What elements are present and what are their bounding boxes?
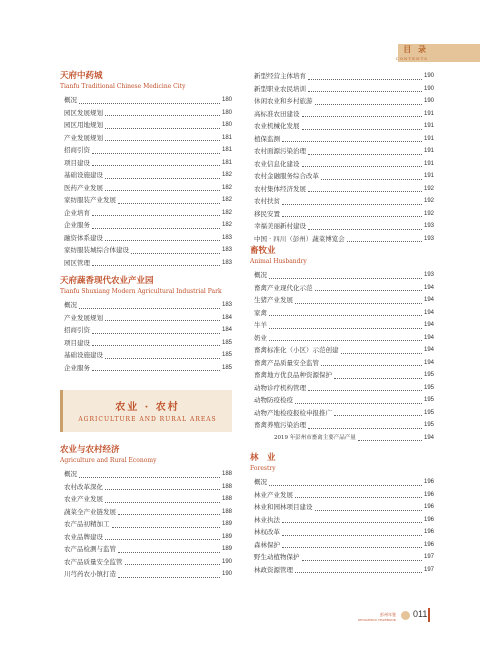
toc-entry-page: 182	[221, 222, 232, 228]
toc-entry[interactable]	[250, 514, 434, 527]
toc-entry-label: 园区发展规划	[64, 108, 103, 117]
toc-entry[interactable]	[250, 564, 434, 577]
leader-dots	[92, 228, 220, 229]
toc-entry-label: 新型经营主体培育	[254, 72, 306, 80]
toc-entry[interactable]	[60, 493, 232, 506]
toc-entry-label: 概况	[254, 271, 267, 279]
toc-list	[60, 468, 232, 581]
toc-entry-page: 191	[423, 110, 434, 117]
toc-entry-page: 191	[423, 160, 434, 167]
toc-entry[interactable]	[60, 299, 232, 312]
toc-entry[interactable]	[60, 157, 232, 170]
toc-entry[interactable]	[250, 539, 434, 552]
toc-entry-label: 园区用地规划	[64, 121, 103, 129]
toc-entry-page: 193	[423, 272, 434, 278]
toc-entry-page: 183	[221, 259, 232, 266]
toc-entry-label: 基础设施建设	[64, 351, 103, 359]
toc-entry-page: 193	[423, 235, 434, 242]
contents-title: 目 录	[403, 44, 428, 54]
toc-entry[interactable]	[60, 182, 232, 195]
chapter-title-en: AGRICULTURE AND RURAL AREAS	[78, 416, 217, 423]
toc-entry-page: 191	[423, 148, 434, 154]
leader-dots	[334, 415, 422, 416]
leader-dots	[315, 104, 422, 105]
logo-cn: 彭州年鉴	[380, 612, 396, 617]
toc-entry-label: 新型职业农民培训	[254, 84, 306, 93]
toc-entry[interactable]	[60, 94, 232, 107]
toc-entry-label: 概况	[64, 96, 77, 104]
page-circle-decor	[401, 611, 410, 620]
leader-dots	[79, 477, 220, 478]
contents-subtitle: CONTENTS	[395, 56, 428, 61]
toc-entry-label: 农业品牌建设	[64, 532, 103, 541]
toc-list	[250, 269, 434, 432]
leader-dots	[131, 253, 220, 254]
toc-entry-label: 农村扶贫	[254, 197, 280, 205]
page-number: 011	[413, 609, 428, 619]
toc-entry-label: 幸福美丽新村建设	[254, 222, 306, 230]
leader-dots	[79, 308, 220, 309]
toc-entry-label: 基础设施建设	[64, 171, 103, 179]
toc-entry-label: 农业产业发展	[64, 495, 103, 503]
leader-dots	[105, 140, 220, 141]
toc-entry-page: 182	[221, 172, 232, 178]
toc-entry-label: 农村面源污染治理	[254, 147, 306, 155]
toc-entry-label: 高标准农田建设	[254, 109, 300, 118]
leader-dots	[105, 320, 220, 321]
toc-entry-label: 奶业	[254, 333, 267, 342]
chapter-title: 农业 · 农村	[115, 402, 180, 413]
leader-dots	[79, 103, 220, 104]
leader-dots	[92, 165, 220, 166]
toc-entry[interactable]	[60, 232, 232, 245]
toc-entry[interactable]	[250, 282, 434, 295]
toc-entry-label: 2019 年彭州市畜禽主要产品产量	[274, 434, 356, 441]
leader-dots	[282, 522, 422, 523]
toc-entry[interactable]	[250, 332, 434, 345]
toc-entry-page: 190	[221, 558, 232, 565]
leader-dots	[112, 527, 220, 528]
toc-entry-page: 180	[221, 122, 232, 128]
leader-dots	[105, 178, 220, 179]
toc-entry-page: 194	[423, 322, 434, 328]
toc-entry-label: 移民安置	[254, 209, 280, 218]
toc-entry-page: 181	[221, 159, 232, 166]
toc-entry[interactable]	[250, 382, 434, 395]
toc-entry-label: 畜禽产业现代化示范	[254, 283, 313, 292]
leader-dots	[321, 365, 422, 366]
toc-entry[interactable]	[250, 145, 434, 158]
toc-entry-label: 农业机械化发展	[254, 122, 300, 130]
toc-entry-page: 181	[221, 147, 232, 153]
leader-dots	[105, 115, 220, 116]
toc-entry-page: 180	[221, 97, 232, 103]
toc-entry-page: 194	[423, 297, 434, 303]
toc-entry[interactable]	[60, 543, 232, 556]
leader-dots	[92, 215, 220, 216]
toc-entry-page: 194	[423, 359, 434, 366]
toc-entry[interactable]	[60, 568, 232, 581]
toc-entry-label: 林政资源管理	[254, 565, 293, 574]
toc-entry[interactable]	[60, 244, 232, 257]
leader-dots	[105, 489, 220, 490]
toc-entry-page: 183	[221, 234, 232, 241]
toc-entry-page: 192	[423, 210, 434, 217]
toc-entry-label: 招商引资	[64, 146, 90, 154]
toc-entry-page: 195	[423, 384, 434, 391]
section-title-en: Animal Husbandry	[250, 258, 307, 265]
leader-dots	[269, 328, 422, 329]
toc-entry[interactable]	[250, 120, 434, 133]
toc-entry[interactable]	[250, 269, 434, 282]
toc-entry-label: 家禽	[254, 308, 267, 317]
toc-entry-page: 188	[221, 508, 232, 515]
leader-dots	[308, 428, 422, 429]
toc-entry[interactable]	[60, 362, 232, 375]
toc-entry[interactable]	[60, 312, 232, 325]
leader-dots	[295, 572, 422, 573]
toc-entry-label: 中国 · 四川（彭州）蔬菜博览会	[254, 234, 345, 243]
leader-dots	[282, 141, 422, 142]
section-title: 林 业	[250, 453, 276, 463]
leader-dots	[105, 358, 220, 359]
toc-list	[250, 476, 434, 576]
leader-dots	[118, 203, 220, 204]
toc-entry-page: 196	[423, 479, 434, 485]
toc-entry-page: 193	[423, 223, 434, 229]
right-column	[250, 70, 434, 576]
toc-entry[interactable]	[60, 207, 232, 220]
leader-dots	[92, 153, 220, 154]
toc-entry[interactable]	[60, 337, 232, 350]
left-column	[60, 70, 232, 581]
toc-entry[interactable]	[250, 95, 434, 108]
toc-entry-label: 项目建设	[64, 338, 90, 347]
toc-entry-page: 188	[221, 483, 232, 490]
toc-entry-label: 林业和园林项目建设	[254, 503, 313, 511]
toc-entry[interactable]	[250, 476, 434, 489]
toc-entry-page: 189	[221, 546, 232, 552]
toc-entry[interactable]	[250, 501, 434, 514]
section-title-en: Forestry	[250, 465, 276, 472]
toc-entry-label: 农产品检测与监管	[64, 545, 116, 553]
section-title: 天府中药城	[60, 71, 103, 81]
section-title-en: Agriculture and Rural Economy	[60, 457, 157, 464]
toc-entry[interactable]	[250, 394, 434, 407]
section-title-en: Tianfu Traditional Chinese Medicine City	[60, 83, 186, 90]
toc-entry[interactable]	[60, 119, 232, 132]
leader-dots	[282, 204, 422, 205]
toc-entry-label: 动物防疫检疫	[254, 396, 293, 404]
toc-entry[interactable]	[60, 107, 232, 120]
toc-entry-page: 195	[423, 409, 434, 416]
toc-entry[interactable]	[60, 257, 232, 270]
leader-dots	[315, 510, 422, 511]
leader-dots	[302, 129, 422, 130]
toc-entry-label: 林权改革	[254, 528, 280, 536]
toc-entry[interactable]	[250, 70, 434, 83]
leader-dots	[282, 535, 422, 536]
leader-dots	[308, 154, 422, 155]
leader-dots	[282, 547, 422, 548]
toc-entry-label: 畜禽地方优良品种资源保护	[254, 371, 332, 379]
toc-entry-page: 196	[423, 529, 434, 535]
toc-entry-page: 195	[423, 372, 434, 378]
toc-entry-label: 企业培育	[64, 208, 90, 217]
toc-entry[interactable]	[60, 531, 232, 544]
leader-dots	[118, 577, 220, 578]
leader-dots	[92, 345, 220, 346]
leader-dots	[269, 315, 422, 316]
leader-dots	[341, 353, 422, 354]
toc-entry-label: 产业发展规划	[64, 313, 103, 322]
toc-entry-label: 融资体系建设	[64, 233, 103, 242]
toc-entry[interactable]	[250, 551, 434, 564]
toc-entry-page: 188	[221, 496, 232, 502]
toc-list	[60, 299, 232, 374]
toc-entry-page: 194	[423, 434, 434, 441]
toc-entry-label: 畜禽标准化（小区）示范创建	[254, 346, 339, 354]
toc-entry-page: 190	[221, 571, 232, 577]
toc-entry-label: 医药产业发展	[64, 183, 103, 192]
toc-entry-label: 牛羊	[254, 321, 267, 329]
leader-dots	[302, 116, 422, 117]
toc-entry-note[interactable]	[250, 432, 434, 445]
toc-entry-label: 企业服务	[64, 363, 90, 372]
toc-entry[interactable]	[250, 208, 434, 221]
leader-dots	[308, 91, 422, 92]
leader-dots	[295, 497, 422, 498]
leader-dots	[92, 333, 220, 334]
toc-entry-label: 畜禽产品质量安全监管	[254, 358, 319, 367]
toc-entry[interactable]	[250, 133, 434, 146]
toc-entry-label: 生猪产业发展	[254, 296, 293, 304]
leader-dots	[315, 290, 422, 291]
toc-entry-label: 项目建设	[64, 158, 90, 167]
toc-entry-page: 190	[423, 98, 434, 104]
toc-entry-page: 191	[423, 173, 434, 179]
leader-dots	[92, 370, 220, 371]
toc-entry[interactable]	[60, 219, 232, 232]
toc-entry[interactable]	[250, 357, 434, 370]
toc-entry-page: 189	[221, 533, 232, 540]
toc-entry[interactable]	[250, 233, 434, 246]
toc-entry-label: 野生动植物保护	[254, 553, 300, 561]
toc-entry-page: 184	[221, 314, 232, 321]
toc-entry-page: 181	[221, 134, 232, 141]
toc-entry-label: 动物诊疗机构管理	[254, 383, 306, 392]
toc-entry-label: 产业发展规划	[64, 133, 103, 142]
toc-entry-page: 197	[423, 554, 434, 560]
toc-entry-label: 农产品质量安全监管	[64, 557, 123, 566]
toc-entry[interactable]	[250, 294, 434, 307]
leader-dots	[105, 539, 220, 540]
leader-dots	[334, 378, 422, 379]
toc-entry-label: 概况	[64, 470, 77, 478]
leader-dots	[302, 166, 422, 167]
toc-entry[interactable]	[250, 344, 434, 357]
leader-dots	[92, 265, 220, 266]
toc-entry-label: 农村金融服务综合改革	[254, 172, 319, 180]
leader-dots	[282, 216, 422, 217]
leader-dots	[269, 278, 422, 279]
toc-entry[interactable]	[60, 481, 232, 494]
toc-entry[interactable]	[60, 144, 232, 157]
toc-entry-page: 196	[423, 491, 434, 498]
toc-entry[interactable]	[250, 108, 434, 121]
toc-entry-page: 191	[423, 123, 434, 129]
toc-entry[interactable]	[250, 489, 434, 502]
leader-dots	[358, 440, 422, 441]
toc-entry-page: 185	[221, 339, 232, 346]
toc-entry[interactable]	[60, 169, 232, 182]
toc-entry-label: 森林保护	[254, 540, 280, 549]
toc-entry-page: 188	[221, 471, 232, 477]
toc-entry[interactable]	[60, 194, 232, 207]
toc-entry-page: 197	[423, 566, 434, 573]
toc-entry-page: 190	[423, 85, 434, 92]
leader-dots	[308, 229, 422, 230]
toc-entry[interactable]	[250, 319, 434, 332]
toc-entry[interactable]	[250, 83, 434, 96]
leader-dots	[321, 179, 422, 180]
toc-entry-label: 招商引资	[64, 326, 90, 334]
toc-entry-page: 182	[221, 209, 232, 216]
toc-entry-label: 家纺服装城综合体建设	[64, 246, 129, 254]
toc-entry-label: 园区管理	[64, 258, 90, 267]
toc-entry-label: 川芎药农小镇打造	[64, 570, 116, 578]
toc-entry-page: 196	[423, 516, 434, 523]
toc-entry-label: 林业执法	[254, 515, 280, 524]
footer-accent-bar	[428, 608, 430, 622]
leader-dots	[308, 390, 422, 391]
toc-entry-page: 183	[221, 247, 232, 253]
toc-entry[interactable]	[250, 307, 434, 320]
toc-entry-label: 农村集体经济发展	[254, 184, 306, 193]
toc-entry-label: 蔬菜全产业链发展	[64, 507, 116, 516]
toc-list	[250, 70, 434, 245]
toc-entry[interactable]	[60, 468, 232, 481]
toc-entry-label: 概况	[64, 301, 77, 309]
leader-dots	[347, 241, 422, 242]
leader-dots	[269, 485, 422, 486]
toc-entry-page: 196	[423, 541, 434, 548]
toc-entry-label: 畜禽养殖污染治理	[254, 421, 306, 429]
toc-entry[interactable]	[250, 220, 434, 233]
toc-entry[interactable]	[60, 506, 232, 519]
toc-entry-page: 192	[423, 185, 434, 192]
toc-entry[interactable]	[60, 556, 232, 569]
toc-entry-page: 194	[423, 309, 434, 316]
toc-entry-page: 190	[423, 73, 434, 79]
toc-entry-page: 182	[221, 184, 232, 191]
leader-dots	[105, 240, 220, 241]
toc-entry-label: 农业信息化建设	[254, 159, 300, 168]
leader-dots	[118, 514, 220, 515]
section-title: 天府蔬香现代农业产业园	[60, 276, 154, 286]
toc-list	[60, 94, 232, 269]
toc-entry-label: 农产品初精加工	[64, 520, 110, 528]
section-title-en: Tianfu Shuxiang Modern Agricultural Industrial Park	[60, 288, 222, 295]
toc-entry-page: 182	[221, 197, 232, 203]
toc-entry-label: 林业产业发展	[254, 490, 293, 499]
toc-entry[interactable]	[250, 170, 434, 183]
toc-entry-label: 植保监测	[254, 134, 280, 143]
toc-entry-page: 195	[423, 397, 434, 403]
toc-entry-page: 189	[221, 521, 232, 527]
toc-entry-page: 196	[423, 504, 434, 510]
toc-entry[interactable]	[60, 349, 232, 362]
toc-entry[interactable]	[250, 195, 434, 208]
leader-dots	[105, 502, 220, 503]
leader-dots	[125, 564, 220, 565]
toc-entry[interactable]	[60, 324, 232, 337]
leader-dots	[295, 403, 422, 404]
toc-entry[interactable]	[250, 158, 434, 171]
toc-entry-page: 195	[423, 422, 434, 428]
toc-entry-label: 农村改革深化	[64, 482, 103, 491]
toc-entry-label: 家纺服装产业发展	[64, 196, 116, 204]
toc-entry-page: 194	[423, 284, 434, 291]
toc-entry-label: 概况	[254, 478, 267, 486]
toc-entry[interactable]	[60, 518, 232, 531]
toc-entry-page: 184	[221, 327, 232, 333]
toc-entry[interactable]	[250, 183, 434, 196]
logo-en: PENGZHOU YEARBOOK	[358, 618, 396, 622]
leader-dots	[118, 552, 220, 553]
chapter-box	[60, 390, 232, 432]
toc-entry[interactable]	[250, 407, 434, 420]
leader-dots	[308, 79, 422, 80]
toc-entry-label: 休闲农业和乡村旅游	[254, 97, 313, 105]
toc-entry[interactable]	[60, 132, 232, 145]
leader-dots	[105, 190, 220, 191]
toc-entry-page: 183	[221, 302, 232, 308]
leader-dots	[308, 191, 422, 192]
leader-dots	[105, 128, 220, 129]
toc-entry-page: 185	[221, 352, 232, 358]
toc-entry-page: 191	[423, 135, 434, 142]
section-title: 农业与农村经济	[60, 445, 120, 455]
leader-dots	[295, 303, 422, 304]
toc-entry-label: 企业服务	[64, 221, 90, 229]
toc-entry-label: 动物产地检疫报检申报推广	[254, 408, 332, 417]
toc-entry-page: 180	[221, 109, 232, 116]
yearbook-logo	[346, 612, 396, 622]
section-title: 畜牧业	[250, 246, 276, 256]
leader-dots	[302, 560, 422, 561]
toc-entry[interactable]	[250, 419, 434, 432]
toc-entry-page: 194	[423, 334, 434, 341]
toc-entry[interactable]	[250, 526, 434, 539]
leader-dots	[269, 340, 422, 341]
toc-entry-page: 192	[423, 198, 434, 204]
toc-entry-page: 185	[221, 364, 232, 371]
toc-entry-page: 194	[423, 347, 434, 353]
toc-entry[interactable]	[250, 369, 434, 382]
